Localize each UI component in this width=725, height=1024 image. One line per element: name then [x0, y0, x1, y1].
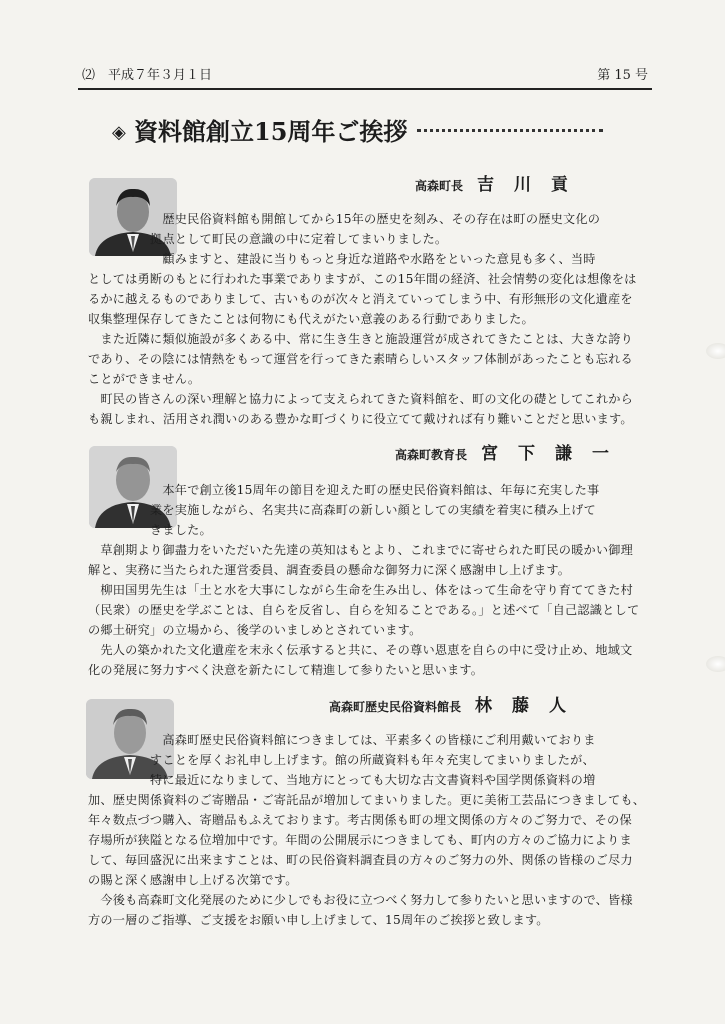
page-header — [78, 64, 652, 90]
page-headline — [112, 112, 672, 152]
body-line: ことができません。 — [88, 372, 201, 386]
diamond-bullet-icon: ◈ — [112, 122, 126, 143]
body-line: して、毎回盛況に出来ますことは、町の民俗資料調査員の方々のご努力の外、関係の皆様のご尽力 — [88, 853, 633, 867]
body-line: としては勇断のもとに行われた事業でありますが、この15年間の経済、社会情勢の変化は想像をは — [88, 272, 637, 286]
issue-date: ⑵ 平成７年３月１日 — [82, 68, 213, 83]
author-name: 吉川貢 — [477, 175, 589, 195]
body-line: 収集整理保存してきたことは何物にも代えがたい意義のある行動でありました。 — [88, 312, 534, 326]
body-line: すことを厚くお礼申し上げます。館の所蔵資料も年々充実してまいりましたが、 — [88, 753, 595, 767]
article-body-mayor — [88, 209, 637, 429]
byline-museum-director — [329, 695, 586, 719]
body-line: 顧みますと、建設に当りもっと身近な道路や水路をといった意見も多く、当時 — [88, 252, 596, 266]
body-line: 年々数点づつ購入、寄贈品もふえております。考古関係も町の埋文関係の方々のご努力で、その保 — [88, 813, 632, 827]
article-body-superintendent — [88, 480, 639, 680]
binder-hole — [706, 343, 725, 359]
body-line: 町民の皆さんの深い理解と協力によって支えられてきた資料館を、町の文化の礎としてこれから — [88, 392, 634, 406]
body-line: きました。 — [88, 523, 212, 537]
body-line: （民衆）の歴史を学ぶことは、自らを反省し、自らを知ることである。」と述べて「自己認識として — [88, 603, 640, 617]
body-line: 化の発展に努力すべく決意を新たにして精進して参りたいと思います。 — [88, 663, 484, 677]
body-line: 今後も高森町文化発展のために少しでもお役に立つべく努力して参りたいと思いますので、皆様 — [88, 893, 633, 907]
body-line: 草創期より御盡力をいただいた先達の英知はもとより、これまでに寄せられた町民の暖かい御理 — [88, 543, 634, 557]
body-line: も親しまれ、活用され潤いのある豊かな町づくりに役立てて戴ければ有り難いことだと思います。 — [88, 412, 633, 426]
body-line: また近隣に類似施設が多くある中、常に生き生きと施設運営が成されてきたことは、大きな誇り — [88, 332, 634, 346]
author-title: 高森町歴史民俗資料館長 — [329, 700, 462, 714]
byline-superintendent — [395, 443, 629, 467]
body-line: 高森町歴史民俗資料館につきましては、平素多くの皆様にご利用戴いておりま — [88, 733, 596, 747]
body-line: であり、その陰には情熱をもって運営を行ってきた素晴らしいスタッフ体制があったことも忘れる — [88, 352, 633, 366]
body-line: 先人の築かれた文化遺産を末永く伝承すると共に、その尊い恩恵を自らの中に受け止め、地域文 — [88, 643, 633, 657]
article-body-museum-director — [88, 730, 645, 930]
author-name: 宮下謙一 — [481, 444, 630, 464]
body-line: 特に最近になりまして、当地方にとっても大切な古文書資料や国学関係資料の増 — [88, 773, 596, 787]
body-line: 加、歴史関係資料のご寄贈品・ご寄託品が増加してまいりました。更に美術工芸品につきましても、 — [88, 793, 646, 807]
byline-mayor — [415, 174, 588, 198]
author-title: 高森町教育長 — [395, 448, 468, 462]
author-title: 高森町長 — [415, 179, 464, 193]
author-name: 林藤人 — [475, 696, 587, 716]
body-line: の郷土研究」の立場から、後学のいましめとされています。 — [88, 623, 422, 637]
body-line: 方の一層のご指導、ご支援をお願い申し上げまして、15周年のご挨拶と致します。 — [88, 913, 549, 927]
binder-hole — [706, 656, 725, 672]
body-line: 本年で創立後15周年の節目を迎えた町の歴史民俗資料館は、年毎に充実した事 — [88, 483, 600, 497]
body-line: 業を実施しながら、名実共に高森町の新しい顔としての実績を着実に積み上げて — [88, 503, 596, 517]
headline-dotted-rule — [417, 129, 603, 132]
body-line: の賜と深く感謝申し上げる次第です。 — [88, 873, 298, 887]
body-line: るかに越えるものでありまして、古いものが次々と消えていってしまう中、有形無形の文化遺産を — [88, 292, 633, 306]
body-line: 存場所が狭隘となる位増加中です。年間の公開展示につきましても、町内の方々のご協力によりま — [88, 833, 632, 847]
body-line: 歴史民俗資料館も開館してから15年の歴史を刻み、その存在は町の歴史文化の — [88, 212, 601, 226]
body-line: 柳田国男先生は「土と水を大事にしながら生命を生み出し、体をはって生命を守り育ててきた村 — [88, 583, 634, 597]
body-line: 解と、実務に当たられた運営委員、調査委員の懸命な御努力に深く感謝申し上げます。 — [88, 563, 571, 577]
body-line: 拠点として町民の意識の中に定着してまいりました。 — [88, 232, 448, 246]
headline-text: 資料館創立15周年ご挨拶 — [134, 117, 408, 146]
issue-number: 第 15 号 — [597, 68, 648, 83]
